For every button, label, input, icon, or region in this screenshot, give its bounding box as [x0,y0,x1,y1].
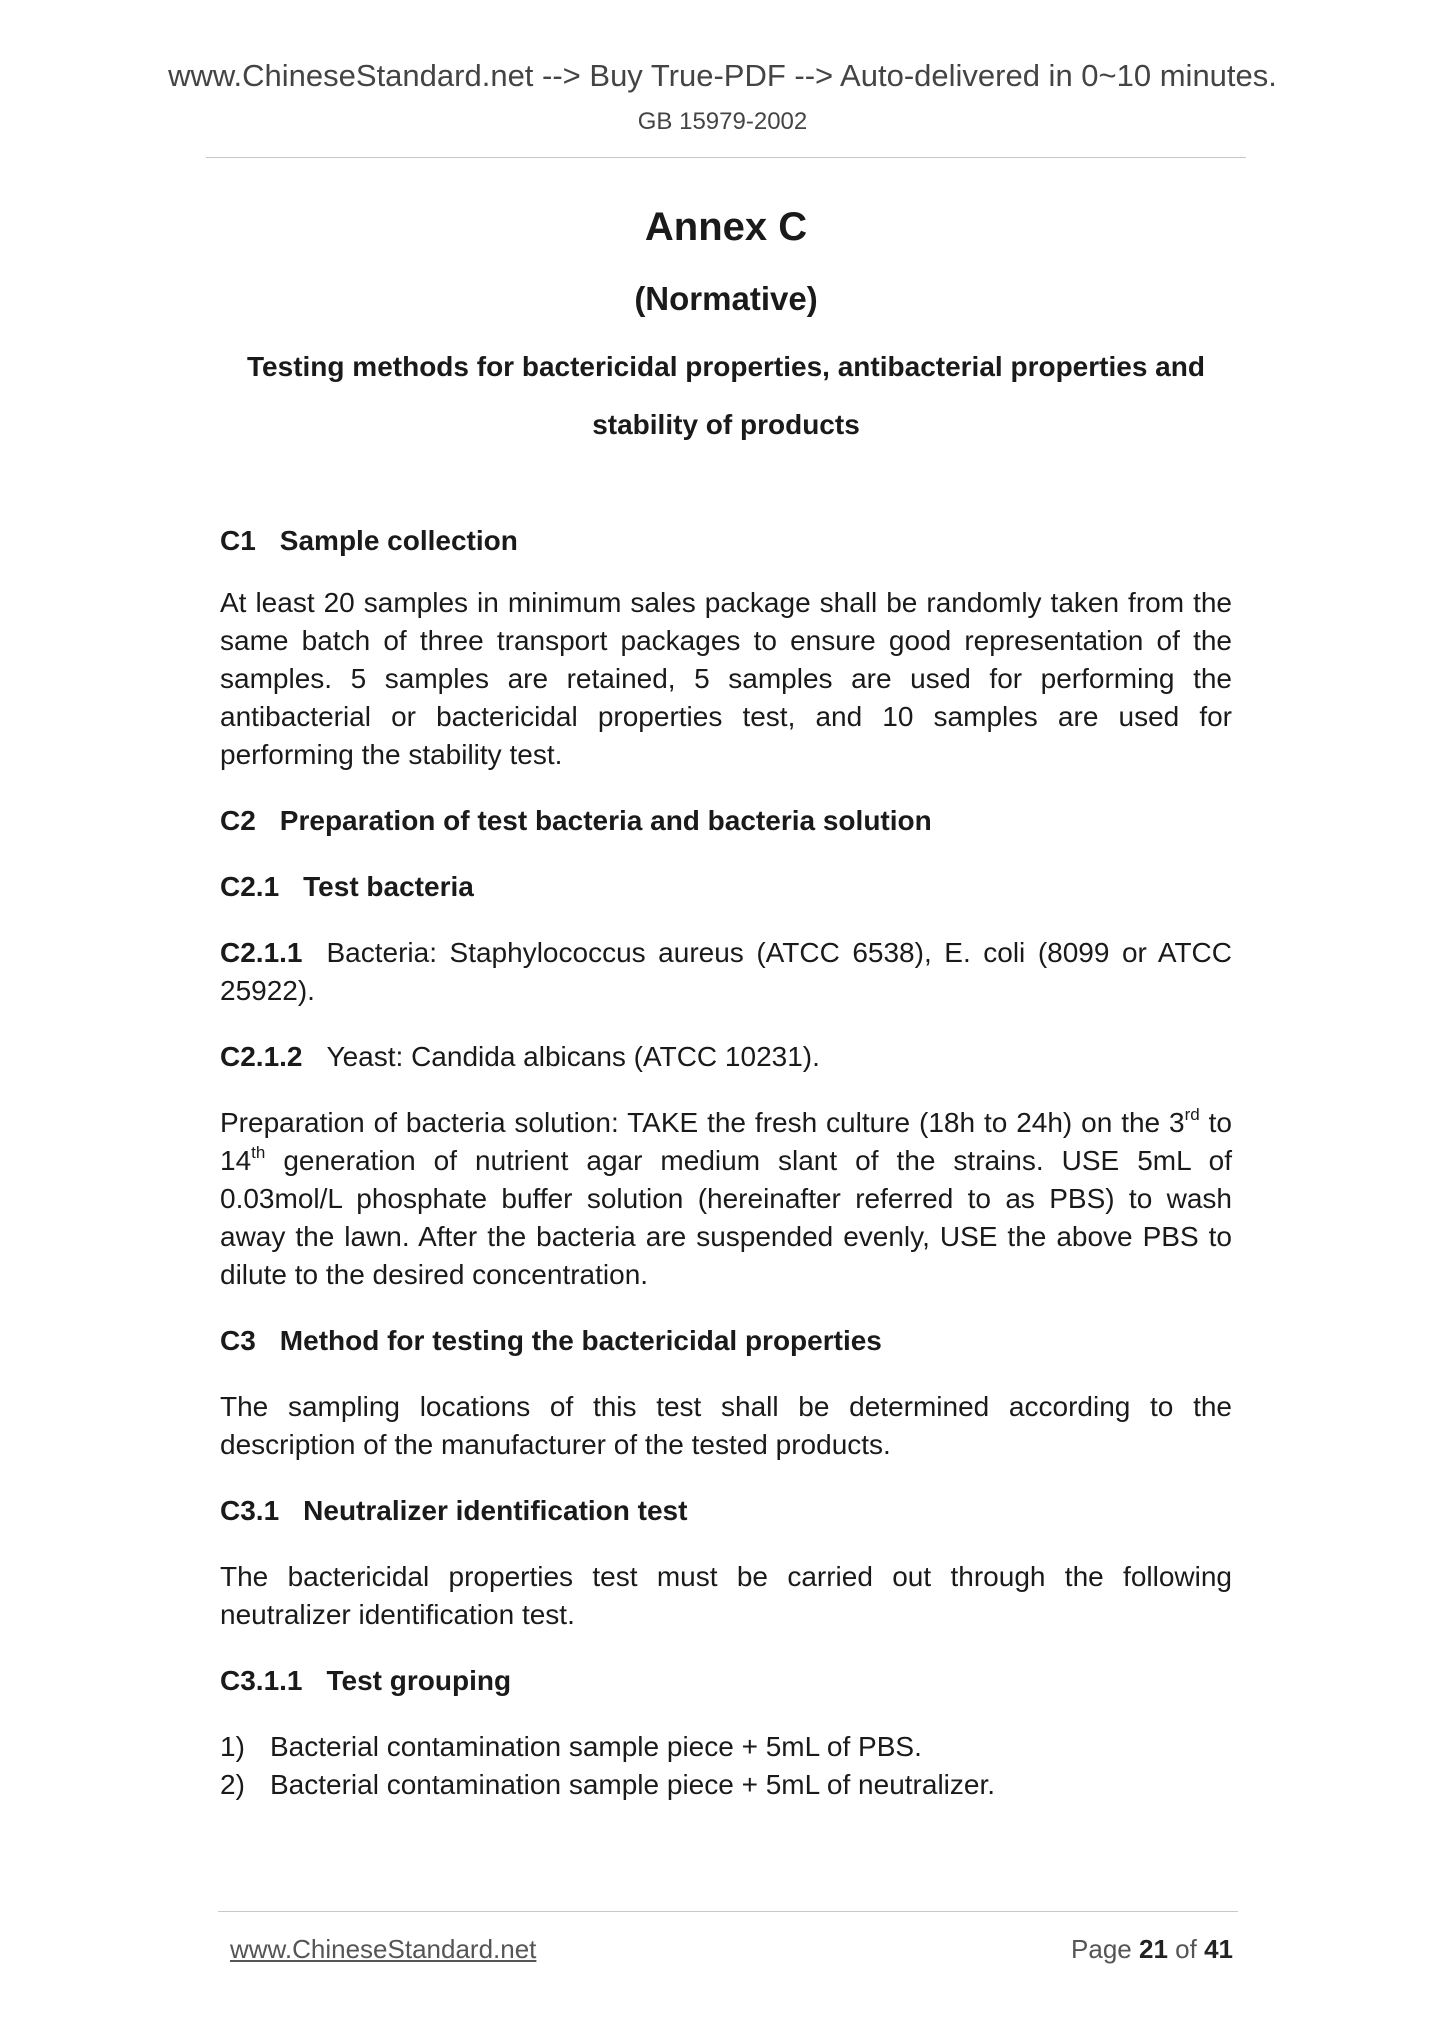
clause-text: Bacteria: Staphylococcus aureus (ATCC 6538), E. coli (8099 or ATCC 25922). [220,937,1232,1006]
standard-number: GB 15979-2002 [637,108,808,135]
total-pages: 41 [1204,1934,1233,1964]
section-title: Test bacteria [303,871,474,902]
section-heading-c3-1 [220,1492,1232,1530]
section-title: Sample collection [279,525,518,556]
section-title: Test grouping [326,1665,512,1696]
section-number: C3.1 [220,1495,280,1526]
section-number: C3 [220,1325,256,1356]
section-number: C2.1 [220,871,280,902]
list-item-number: 2) [220,1769,245,1800]
section-heading-c3-1-1 [220,1662,1232,1700]
ordinal-suffix: rd [1184,1104,1200,1124]
clause-number: C2.1.1 [220,937,303,968]
paragraph-bacteria-solution-preparation [220,1104,1232,1294]
section-number: C1 [220,525,256,556]
of-label: of [1175,1934,1197,1964]
clause-text: Yeast: Candida albicans (ATCC 10231). [326,1041,820,1072]
paragraph-c1: At least 20 samples in minimum sales package shall be randomly taken from the same batch of three transport packages to ensure good representation of the samples. 5 samples are retained, 5 samples are used for performing the antibacterial or bactericidal properties test, and 10 samples are used for performing the stability test. [220,587,1232,770]
paragraph-c3-1: The bactericidal properties test must be carried out through the following neutralizer identification test. [220,1561,1232,1630]
section-heading-c3 [220,1322,1232,1360]
clause-number: C2.1.2 [220,1041,303,1072]
prep-text-2: to 14 [220,1107,1232,1176]
section-heading-c1 [220,522,1232,560]
annex-description-line1: Testing methods for bactericidal properties, antibacterial properties and [247,351,1205,382]
prep-text-3: generation of nutrient agar medium slant of the strains. USE 5mL of 0.03mol/L phosphate buffer solution (hereinafter referred to as PBS) to wash away the lawn. After the bacteria are suspended evenly, USE the above PBS to dilute to the desired concentration. [220,1145,1232,1290]
test-group-list [220,1728,1232,1804]
paragraph-c2-1-1 [220,934,1232,1010]
paragraph-c3: The sampling locations of this test shall be determined according to the description of the manufacturer of the tested products. [220,1391,1232,1460]
list-item-number: 1) [220,1731,245,1762]
section-number: C2 [220,805,256,836]
list-item [220,1728,1232,1766]
header-banner: www.ChineseStandard.net --> Buy True-PDF --> Auto-delivered in 0~10 minutes. [168,58,1277,93]
footer-divider [218,1911,1238,1912]
page-label: Page [1071,1934,1132,1964]
page-indicator [1071,1934,1233,1965]
list-item-text: Bacterial contamination sample piece + 5mL of PBS. [270,1731,922,1762]
paragraph-c2-1-2 [220,1038,1232,1076]
header-divider [206,157,1246,158]
section-title: Method for testing the bactericidal properties [279,1325,882,1356]
page-content [220,198,1232,1804]
section-heading-c2-1 [220,868,1232,906]
current-page-number: 21 [1139,1934,1168,1964]
list-item [220,1766,1232,1804]
footer-site-link[interactable]: www.ChineseStandard.net [230,1934,537,1964]
prep-text-1: Preparation of bacteria solution: TAKE the fresh culture (18h to 24h) on the 3 [220,1107,1185,1138]
annex-description-line2: stability of products [592,409,860,440]
list-item-text: Bacterial contamination sample piece + 5mL of neutralizer. [270,1769,996,1800]
annex-description [220,338,1232,454]
section-title: Neutralizer identification test [303,1495,688,1526]
section-heading-c2 [220,802,1232,840]
section-number: C3.1.1 [220,1665,303,1696]
annex-subtitle: (Normative) [634,280,818,317]
ordinal-suffix: th [251,1142,266,1162]
section-title: Preparation of test bacteria and bacteria solution [279,805,932,836]
annex-title: Annex C [644,205,808,249]
